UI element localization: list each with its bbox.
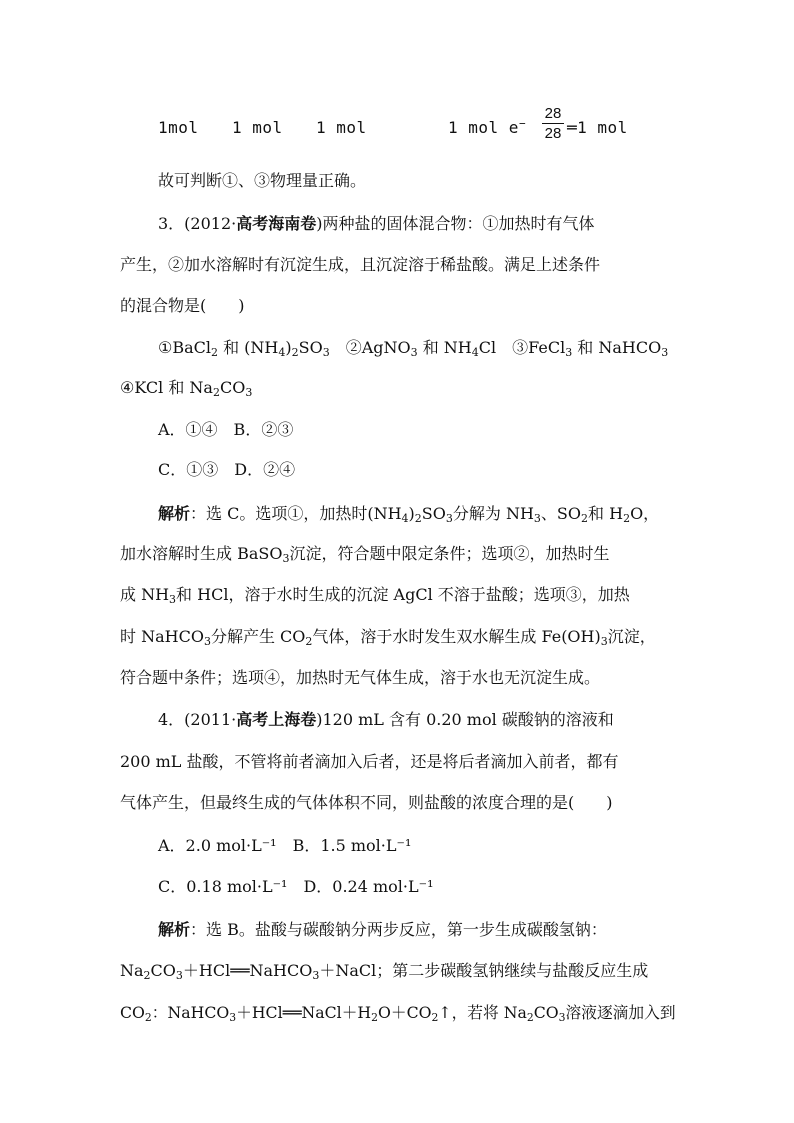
q3-choices-cd: C．①③ D．②④ [158,460,296,479]
q4-analysis-line2: $Na_2CO_3+HCl══NaHCO_3+NaCl$；第二步碳酸氢钠继续与盐酸反应生成 [120,961,649,982]
q3-analysis-label: 解析 [158,504,191,523]
fraction-denominator: 28 [544,125,562,142]
q3-analysis-line3: 成 $NH_3$和 HCl，溶于水时生成的沉淀 AgCl 不溶于盐酸；选项③，加热 [120,585,630,606]
q3-analysis-line5: 符合题中条件；选项④，加热时无气体生成，溶于水也无沉淀生成。 [120,668,601,687]
q3-analysis-line4: 时 NaHCO$_3$分解产生 $CO_2$气体，溶于水时发生双水解生成 $Fe(OH)_3$沉淀， [120,627,656,648]
q4-stem-line2: 200 mL 盐酸，不管将前者滴加入后者，还是将后者滴加入前者，都有 [120,752,619,771]
q4-analysis-line3: $CO_2$：$NaHCO_3+HCl══NaCl+H_2O+CO_2↑$，若将 $Na_2CO_3$溶液逐滴加入到 [120,1003,676,1024]
mol-value-b: 1 mol [232,118,283,137]
fraction [541,104,565,143]
q3-options-line1: ①BaCl$_2$ 和 $(NH_4)_2SO_3$ ②AgNO$_3$ 和 $NH_4Cl$ ③FeCl$_3$ 和 NaHCO$_3$ [158,338,669,359]
q4-choices-ab: A．2.0 mol·L⁻¹ B．1.5 mol·L⁻¹ [158,836,412,855]
q3-stem-line2: 产生，②加水溶解时有沉淀生成，且沉淀溶于稀盐酸。满足上述条件 [120,255,601,274]
q4-stem-line1: 4．(2011·高考上海卷)120 mL 含有 0.20 mol 碳酸钠的溶液和 [158,710,614,729]
mol-value-c: 1 mol [316,118,367,137]
q3-stem-line1: 3．(2012·高考海南卷)两种盐的固体混合物：①加热时有气体 [158,214,595,233]
q3-options-line2: ④KCl 和 $Na_2CO_3$ [120,378,253,399]
fraction-result: ═1 mol [567,118,628,137]
q4-stem-line3: 气体产生，但最终生成的气体体积不同，则盐酸的浓度合理的是( ) [120,793,613,812]
q4-analysis-label: 解析 [158,920,191,939]
mol-value-electron: 1 mol e− [448,117,527,137]
q4-choices-cd: C．0.18 mol·L⁻¹ D．0.24 mol·L⁻¹ [158,877,434,896]
q3-analysis-line2: 加水溶解时生成 BaSO$_3$沉淀，符合题中限定条件；选项②，加热时生 [120,544,610,565]
q3-stem-line3: 的混合物是( ) [120,296,245,315]
q4-analysis-line1: 解析：选 B。盐酸与碳酸钠分两步反应，第一步生成碳酸氢钠： [158,920,607,939]
q4-source: 高考上海卷 [236,710,317,729]
q3-analysis-line1: 解析：选 C。选项①，加热时$(NH_4)_2SO_3$分解为 $NH_3$、$SO_2$和 $H_2O$， [158,504,660,525]
q3-choices-ab: A．①④ B．②③ [158,420,294,439]
q3-source: 高考海南卷 [236,214,317,233]
mol-value-a: 1mol [158,118,199,137]
conclusion-line: 故可判断①、③物理量正确。 [158,171,367,190]
fraction-numerator: 28 [544,105,562,122]
